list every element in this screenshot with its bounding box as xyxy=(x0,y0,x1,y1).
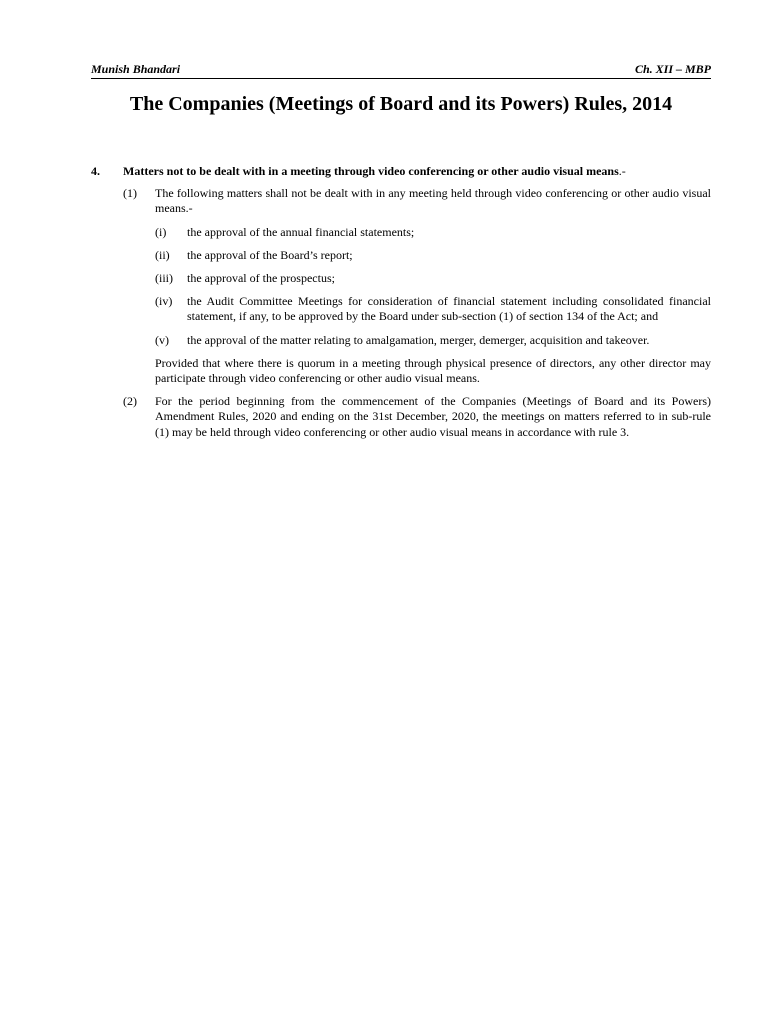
subrule-number: (2) xyxy=(123,394,137,409)
clause-text: the approval of the matter relating to amalgamation, merger, demerger, acquisition and takeover. xyxy=(187,332,650,347)
subrule xyxy=(91,186,711,386)
subrule-text: For the period beginning from the commencement of the Companies (Meetings of Board and its Powers) Amendment Rules, 2020 and ending on the 31st December, 2020, the meetings on matters referred to in sub-rule (1) may be held through video conferencing or other audio visual means in accordance with rule 3. xyxy=(155,394,711,439)
clause-text: the Audit Committee Meetings for consideration of financial statement including consolidated financial statement, if any, to be approved by the Board under sub-section (1) of section 134 of the Act; and xyxy=(187,294,711,324)
document-title: The Companies (Meetings of Board and its Powers) Rules, 2014 xyxy=(129,93,673,115)
section-number: 4. xyxy=(91,164,100,178)
clause xyxy=(155,333,711,348)
section-heading xyxy=(91,164,711,179)
subrule-number: (1) xyxy=(123,186,137,201)
proviso: Provided that where there is quorum in a meeting through physical presence of directors, any other director may participate through video conferencing or other audio visual means. xyxy=(155,355,711,386)
clause-number: (i) xyxy=(155,224,167,239)
clause xyxy=(155,248,711,263)
section-heading-text: Matters not to be dealt with in a meeting through video conferencing or other audio visual means xyxy=(123,164,619,178)
running-header xyxy=(91,62,711,78)
clause-text: the approval of the Board’s report; xyxy=(187,247,353,262)
clause xyxy=(155,294,711,324)
clause-text: the approval of the prospectus; xyxy=(187,271,335,286)
clause-number: (iv) xyxy=(155,294,173,309)
clause xyxy=(155,271,711,286)
header-chapter: Ch. XII – MBP xyxy=(634,62,711,76)
section-heading-suffix: .- xyxy=(618,164,626,178)
subrule xyxy=(91,394,711,440)
rule-section xyxy=(91,164,711,440)
header-rule xyxy=(91,78,711,79)
clause-number: (v) xyxy=(155,332,169,347)
clause xyxy=(155,225,711,240)
header-author: Munish Bhandari xyxy=(91,62,181,76)
clause-text: the approval of the annual financial statements; xyxy=(187,224,415,239)
clause-number: (ii) xyxy=(155,247,170,262)
subrule-text: The following matters shall not be dealt with in any meeting held through video conferencing or other audio visual means.- xyxy=(155,186,711,216)
clause-number: (iii) xyxy=(155,271,173,286)
